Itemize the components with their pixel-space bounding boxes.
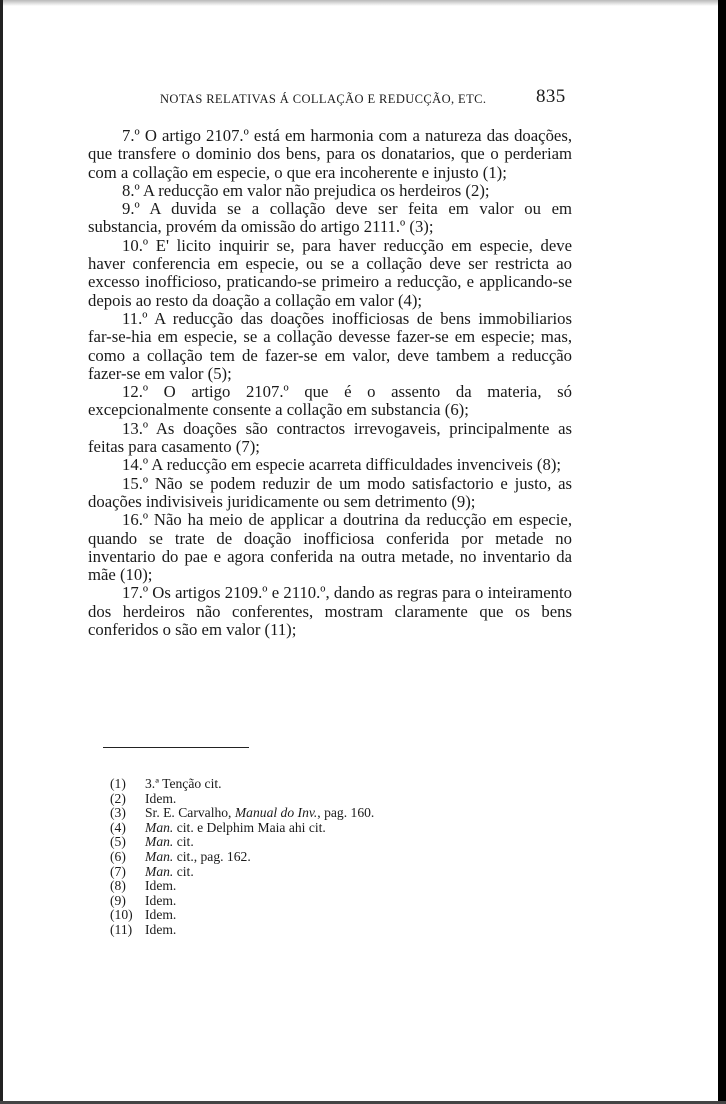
footnote-text	[145, 835, 530, 850]
paragraph-7: 7.º O artigo 2107.º está em harmonia com a natureza das doações, que transfere o dominio dos bens, para os donatarios, que o perderiam com a collação em especie, o que era incoherente e injusto (1);	[88, 126, 572, 182]
main-text	[88, 127, 572, 639]
paragraph-17: 17.º Os artigos 2109.º e 2110.º, dando as regras para o inteiramento dos herdeiros não conferentes, mostram claramente que os bens conferidos o são em valor (11);	[88, 583, 572, 640]
footnote-number: (10)	[110, 907, 133, 923]
footnote-item	[110, 908, 530, 923]
paragraph-12: 12.º O artigo 2107.º que é o assento da materia, só excepcionalmente consente a collação em substancia (6);	[88, 382, 572, 420]
footnote-text-run: cit.	[173, 834, 194, 850]
footnote-item	[110, 821, 530, 836]
footnote-text	[145, 806, 530, 821]
footnote-text-run: Idem.	[145, 892, 177, 908]
footnote-title-italic: Man.	[145, 819, 174, 835]
footnote-text-run: cit., pag. 162.	[173, 848, 251, 864]
footnote-text-run: cit.	[173, 863, 194, 879]
scan-top-edge	[0, 0, 726, 6]
footnote-text	[145, 821, 530, 836]
footnote-number: (1)	[110, 776, 126, 791]
footnote-title-italic: Manual do Inv.	[234, 805, 318, 821]
footnote-text	[145, 792, 530, 807]
footnote-number: (6)	[110, 848, 126, 864]
footnote-text	[145, 850, 530, 865]
paragraph-15: 15.º Não se podem reduzir de um modo satisfactorio e justo, as doações indivisiveis juridicamente ou sem detrimento (9);	[88, 473, 572, 511]
footnote-number: (2)	[110, 790, 126, 806]
footnotes	[110, 777, 530, 938]
paragraph-10: 10.º E' licito inquirir se, para haver reducção em especie, deve haver conferencia em especie, ou se a collação deve ser restricta ao excesso inofficioso, praticando-se primeiro a reducção, e applicando-se depois ao resto da doação a collação em valor (4);	[88, 235, 572, 310]
paragraph-9: 9.º A duvida se a collação deve ser feita em valor ou em substancia, provém da omissão do artigo 2111.º (3);	[88, 199, 572, 237]
footnote-number: (3)	[110, 805, 126, 821]
footnote-text-run: Idem.	[145, 878, 177, 894]
running-title: NOTAS RELATIVAS Á COLLAÇÃO E REDUCÇÃO, ETC.	[160, 92, 487, 106]
scan-right-edge	[718, 0, 726, 1104]
footnote-text	[145, 894, 530, 909]
paragraph-14: 14.º A reducção em especie acarreta difficuldades invenciveis (8);	[122, 455, 562, 475]
footnote-text-run: Idem.	[145, 921, 177, 937]
footnote-number: (4)	[110, 819, 126, 835]
footnote-number: (9)	[110, 892, 126, 908]
footnote-number: (8)	[110, 878, 126, 894]
footnote-text	[145, 777, 530, 792]
footnote-number: (5)	[110, 834, 126, 850]
footnote-text-run: 3.ª Tenção cit.	[145, 776, 222, 791]
footnote-text	[145, 865, 530, 880]
footnote-text-run: Sr. E. Carvalho,	[145, 805, 235, 821]
footnote-item	[110, 894, 530, 909]
footnote-item	[110, 850, 530, 865]
footnote-text	[145, 908, 530, 923]
footnote-text	[145, 879, 530, 894]
footnote-item	[110, 806, 530, 821]
footnote-text-run: Idem.	[145, 790, 177, 806]
page-number: 835	[536, 86, 566, 107]
footnote-title-italic: Man.	[145, 834, 174, 850]
footnote-title-italic: Man.	[145, 848, 174, 864]
footnote-item	[110, 835, 530, 850]
footnote-item	[110, 865, 530, 880]
scan-left-edge	[0, 0, 3, 1104]
footnote-text-run: , pag. 160.	[317, 805, 375, 821]
footnote-text	[145, 923, 530, 938]
footnote-item	[110, 777, 530, 792]
footnote-separator	[103, 747, 249, 748]
paragraph-8: 8.º A reducção em valor não prejudica os herdeiros (2);	[122, 180, 490, 200]
footnote-number: (11)	[110, 921, 133, 937]
footnote-item	[110, 923, 530, 938]
paragraph-16: 16.º Não ha meio de applicar a doutrina da reducção em especie, quando se trate de doação inofficiosa conferida por metade no inventario do pae e agora conferida na outra metade, no inventario da mãe (10);	[88, 510, 572, 585]
paragraph-11: 11.º A reducção das doações inofficiosas de bens immobiliarios far-se-hia em especie, se a collação devesse fazer-se em especie; mas, como a collação tem de fazer-se em valor, deve tambem a reducção fazer-se em valor (5);	[88, 308, 572, 383]
footnote-item	[110, 879, 530, 894]
paragraph-13: 13.º As doações são contractos irrevogaveis, principalmente as feitas para casamento (7);	[88, 418, 572, 457]
footnote-item	[110, 792, 530, 807]
footnote-text-run: cit. e Delphim Maia ahi cit.	[173, 819, 326, 835]
footnote-number: (7)	[110, 863, 126, 879]
footnote-title-italic: Man.	[145, 863, 174, 879]
footnote-text-run: Idem.	[145, 907, 177, 923]
